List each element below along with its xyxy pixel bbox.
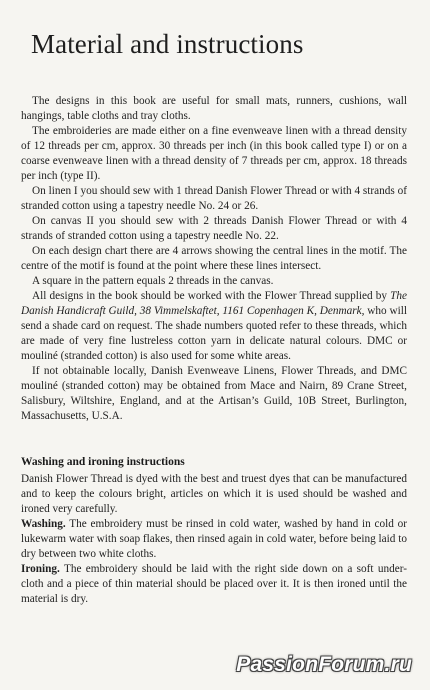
washing-section-heading: Washing and ironing instructions bbox=[21, 456, 185, 468]
paragraph-linen-i: On linen I you should sew with 1 thread Danish Flower Thread or with 4 strands of stranded cotton using a tapestry needle No. 24 or 26. bbox=[21, 185, 407, 212]
ironing-label: Ironing. bbox=[21, 563, 60, 575]
paragraph-washing bbox=[21, 517, 407, 562]
ironing-text: The embroidery should be laid with the right side down on a soft under-cloth and a piece of thin material should be placed over it. It is then ironed until the material is dry. bbox=[21, 563, 407, 605]
page-title: Material and instructions bbox=[31, 29, 304, 59]
washing-text: The embroidery must be rinsed in cold water, washed by hand in cold or lukewarm water with soap flakes, then rinsed again in cold water, before being laid to dry between two white cloths. bbox=[21, 518, 407, 560]
paragraph-square-equals: A square in the pattern equals 2 threads in the canvas. bbox=[32, 275, 274, 287]
paragraph-linen-types: The embroideries are made either on a fine evenweave linen with a thread density of 12 threads per cm, approx. 30 threads per inch (in this book called type I) or on a coarse evenweave linen with a thread density of 7 threads per cm, approx. 18 threads per inch (type II). bbox=[21, 125, 407, 182]
supplier-text-end: who will send a shade card on request. The shade numbers quoted refer to these threads, which are made of very fine lustreless cotton yarn in delicate natural colours. DMC or mouliné (stranded cotton) is also used for some white areas. bbox=[21, 305, 407, 362]
washing-label: Washing. bbox=[21, 518, 66, 530]
paragraph-uses: The designs in this book are useful for small mats, runners, cushions, wall hangings, table cloths and tray cloths. bbox=[21, 95, 407, 122]
supplier-address: The Danish Handicraft Guild, 38 Vimmelskaftet, 1161 Copenhagen K, Denmark, bbox=[21, 290, 407, 317]
paragraph-ironing bbox=[21, 562, 407, 607]
materials-section bbox=[21, 94, 407, 424]
supplier-text-start: All designs in the book should be worked with the Flower Thread supplied by bbox=[32, 290, 391, 302]
paragraph-washing-intro: Danish Flower Thread is dyed with the best and truest dyes that can be manufactured and to keep the colours bright, articles on which it is used should be washed and ironed very carefully. bbox=[21, 473, 407, 515]
site-watermark: PassionForum.ru bbox=[236, 653, 412, 676]
washing-section bbox=[21, 472, 407, 607]
paragraph-chart-arrows: On each design chart there are 4 arrows showing the central lines in the motif. The centre of the motif is found at the point where these lines intersect. bbox=[21, 245, 407, 272]
paragraph-thread-supplier bbox=[21, 289, 407, 364]
paragraph-local-availability: If not obtainable locally, Danish Evenweave Linens, Flower Threads, and DMC mouliné (stranded cotton) may be obtained from Mace and Nairn, 89 Crane Street, Salisbury, Wiltshire, England, and at the Artisan’s Guild, 10B Street, Burlington, Massachusetts, U.S.A. bbox=[21, 365, 407, 422]
paragraph-canvas-ii: On canvas II you should sew with 2 threads Danish Flower Thread or with 4 strands of stranded cotton using a tapestry needle No. 22. bbox=[21, 215, 407, 242]
